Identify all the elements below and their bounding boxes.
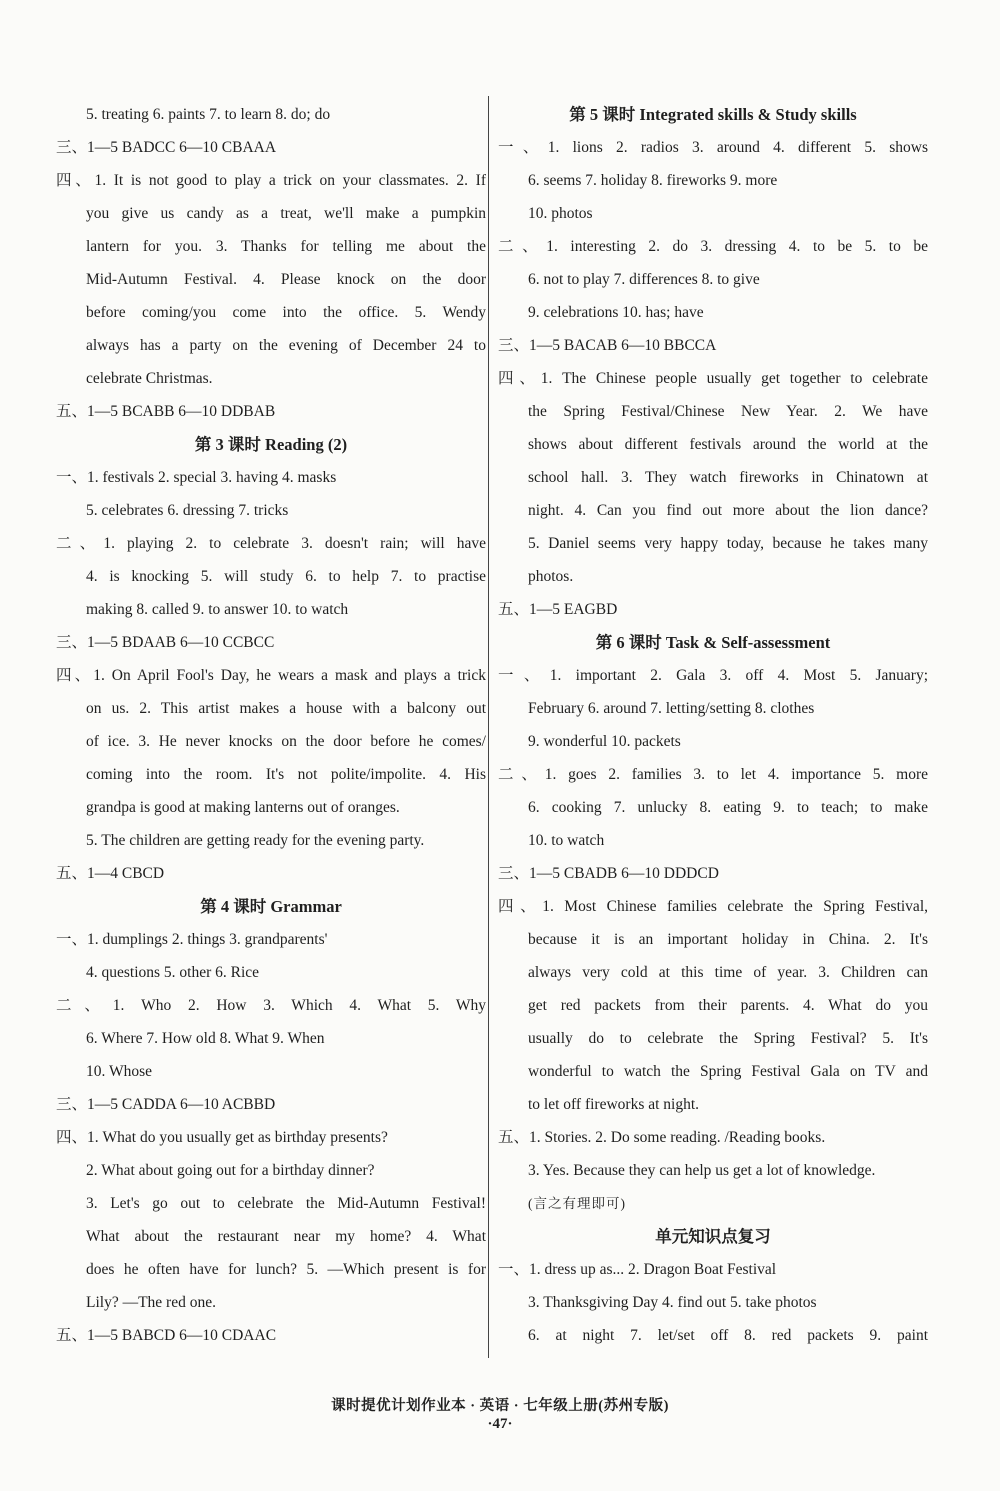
answer-line: of ice. 3. He never knocks on the door before he comes/ xyxy=(86,733,486,750)
answer-line: 9. celebrations 10. has; have xyxy=(528,304,704,321)
answer-line: 三、1—5 BDAAB 6—10 CCBCC xyxy=(56,634,275,651)
answer-line: night. 4. Can you find out more about the lion dance? xyxy=(528,502,928,519)
section-heading: 第 4 课时 Grammar xyxy=(200,897,342,916)
answer-line: 3. Let's go out to celebrate the Mid-Autumn Festival! xyxy=(86,1195,486,1212)
answer-line: 10. photos xyxy=(528,205,593,222)
answer-line: 6. seems 7. holiday 8. fireworks 9. more xyxy=(528,172,778,189)
answer-line: 9. wonderful 10. packets xyxy=(528,733,681,750)
answer-line: 二、1. playing 2. to celebrate 3. doesn't rain; will have xyxy=(56,535,486,552)
answer-line: usually do to celebrate the Spring Festival? 5. It's xyxy=(528,1030,928,1047)
answer-line: 二、1. Who 2. How 3. Which 4. What 5. Why xyxy=(56,997,486,1014)
answer-line: 一、1. festivals 2. special 3. having 4. masks xyxy=(56,469,337,486)
answer-line: before coming/you come into the office. 5. Wendy xyxy=(86,304,486,321)
answer-line: wonderful to watch the Spring Festival Gala on TV and xyxy=(528,1063,928,1080)
answer-line: 6. at night 7. let/set off 8. red packets 9. paint xyxy=(528,1327,928,1344)
answer-line: grandpa is good at making lanterns out of oranges. xyxy=(86,799,400,816)
answer-line: 3. Yes. Because they can help us get a lot of knowledge. xyxy=(528,1162,876,1179)
answer-line: to let off fireworks at night. xyxy=(528,1096,700,1113)
answer-line: 五、1—4 CBCD xyxy=(56,865,165,882)
answer-line: 二、1. interesting 2. do 3. dressing 4. to be 5. to be xyxy=(498,238,928,255)
answer-line: on us. 2. This artist makes a house with a balcony out xyxy=(86,700,486,717)
answer-line: 三、1—5 BADCC 6—10 CBAAA xyxy=(56,139,277,156)
answer-line: 四、1. It is not good to play a trick on your classmates. 2. If xyxy=(56,172,486,189)
answer-line: 一、1. dress up as... 2. Dragon Boat Festival xyxy=(498,1261,777,1278)
answer-line: 二、1. goes 2. families 3. to let 4. importance 5. more xyxy=(498,766,928,783)
answer-line: does he often have for lunch? 5. —Which present is for xyxy=(86,1261,486,1278)
right-answer-column xyxy=(498,98,928,1352)
answer-line: Lily? —The red one. xyxy=(86,1294,216,1311)
answer-line: 四、1. On April Fool's Day, he wears a mask and plays a trick xyxy=(56,667,486,684)
answer-line: 10. to watch xyxy=(528,832,605,849)
answer-line: 5. treating 6. paints 7. to learn 8. do; do xyxy=(86,106,331,123)
answer-line: 一、1. lions 2. radios 3. around 4. different 5. shows xyxy=(498,139,928,156)
answer-line: 五、1—5 EAGBD xyxy=(498,601,618,618)
footer-book-title: 课时提优计划作业本 · 英语 · 七年级上册(苏州专版) xyxy=(331,1398,669,1414)
answer-line: photos. xyxy=(528,568,574,585)
answer-line: school hall. 3. They watch fireworks in Chinatown at xyxy=(528,469,928,486)
answer-line: get red packets from their parents. 4. What do you xyxy=(528,997,928,1014)
answer-line: 4. questions 5. other 6. Rice xyxy=(86,964,260,981)
answer-line: 10. Whose xyxy=(86,1063,153,1080)
section-heading: 第 6 课时 Task & Self-assessment xyxy=(595,633,831,652)
answer-line: making 8. called 9. to answer 10. to watch xyxy=(86,601,349,618)
column-divider xyxy=(488,96,489,1358)
answer-line: coming into the room. It's not polite/impolite. 4. His xyxy=(86,766,486,783)
left-answer-column xyxy=(56,98,486,1352)
answer-line: 五、1—5 BABCD 6—10 CDAAC xyxy=(56,1327,277,1344)
answer-line: the Spring Festival/Chinese New Year. 2. We have xyxy=(528,403,928,420)
answer-line: 3. Thanksgiving Day 4. find out 5. take photos xyxy=(528,1294,817,1311)
answer-line: 四、1. Most Chinese families celebrate the Spring Festival, xyxy=(498,898,928,915)
answer-line: 一、1. important 2. Gala 3. off 4. Most 5. January; xyxy=(498,667,928,684)
answer-line: because it is an important holiday in China. 2. It's xyxy=(528,931,928,948)
answer-line: 三、1—5 CADDA 6—10 ACBBD xyxy=(56,1096,276,1113)
answer-line: 四、1. What do you usually get as birthday presents? xyxy=(56,1129,388,1146)
answer-line: lantern for you. 3. Thanks for telling me about the xyxy=(86,238,486,255)
answer-line: shows about different festivals around the world at the xyxy=(528,436,928,453)
answer-line: 三、1—5 CBADB 6—10 DDDCD xyxy=(498,865,719,882)
answer-line: 6. cooking 7. unlucky 8. eating 9. to teach; to make xyxy=(528,799,928,816)
answer-line: 五、1—5 BCABB 6—10 DDBAB xyxy=(56,403,276,420)
answer-line: celebrate Christmas. xyxy=(86,370,213,387)
answer-line: always very cold at this time of year. 3. Children can xyxy=(528,964,928,981)
section-heading: 第 3 课时 Reading (2) xyxy=(194,435,348,454)
answer-line: 4. is knocking 5. will study 6. to help 7. to practise xyxy=(86,568,486,585)
answer-line: 五、1. Stories. 2. Do some reading. /Reading books. xyxy=(498,1129,826,1146)
answer-line: 5. The children are getting ready for the evening party. xyxy=(86,832,425,849)
answer-line: 6. not to play 7. differences 8. to give xyxy=(528,271,760,288)
answer-line: 5. celebrates 6. dressing 7. tricks xyxy=(86,502,289,519)
answer-line: (言之有理即可) xyxy=(528,1196,626,1211)
answer-line: 2. What about going out for a birthday dinner? xyxy=(86,1162,375,1179)
answer-line: What about the restaurant near my home? 4. What xyxy=(86,1228,486,1245)
section-heading: 第 5 课时 Integrated skills & Study skills xyxy=(569,105,857,124)
answer-line: Mid-Autumn Festival. 4. Please knock on the door xyxy=(86,271,486,288)
section-heading: 单元知识点复习 xyxy=(655,1227,771,1246)
answer-line: always has a party on the evening of December 24 to xyxy=(86,337,486,354)
answer-line: 三、1—5 BACAB 6—10 BBCCA xyxy=(498,337,717,354)
answer-line: 6. Where 7. How old 8. What 9. When xyxy=(86,1030,325,1047)
answer-line: 四、1. The Chinese people usually get together to celebrate xyxy=(498,370,928,387)
answer-line: 一、1. dumplings 2. things 3. grandparents' xyxy=(56,931,328,948)
answer-line: you give us candy as a treat, we'll make a pumpkin xyxy=(86,205,486,222)
answer-line: 5. Daniel seems very happy today, because he takes many xyxy=(528,535,928,552)
answer-line: February 6. around 7. letting/setting 8. clothes xyxy=(528,700,815,717)
page-number: ·47· xyxy=(487,1416,513,1432)
